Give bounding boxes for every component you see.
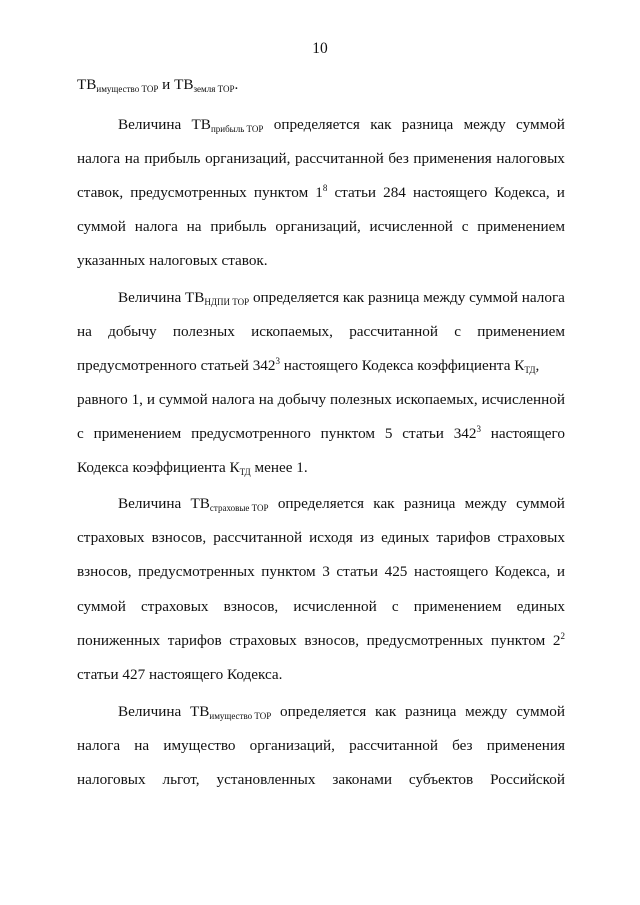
paragraph-line: указанных налоговых ставок. xyxy=(77,252,268,269)
carryover-line: $ТВ_{имущество ТОР}$ и $ТВ_{земля ТОР}$. xyxy=(77,76,239,94)
paragraph-line: ставок, предусмотренных пунктом $1^8$ статьи 284 настоящего Кодекса, и xyxy=(77,183,565,201)
paragraph-line: суммой страховых взносов, исчисленной с применением единых xyxy=(77,598,565,615)
paragraph-line: налога на прибыль организаций, рассчитанной без применения налоговых xyxy=(77,150,565,167)
paragraph-line: равного 1, и суммой налога на добычу полезных ископаемых, исчисленной xyxy=(77,391,565,408)
paragraph-line: взносов, предусмотренных пунктом 3 статьи 425 настоящего Кодекса, и xyxy=(77,563,565,580)
tb-term: ТВ xyxy=(77,76,97,93)
paragraph-line: Кодекса коэффициента $К_{ТД}$ менее 1. xyxy=(77,459,308,477)
paragraph-line: пониженных тарифов страховых взносов, предусмотренных пунктом $2^2$ xyxy=(77,631,565,649)
subscript: земля ТОР xyxy=(193,84,235,94)
subscript: имущество ТОР xyxy=(96,84,159,94)
paragraph-line: на добычу полезных ископаемых, рассчитанной с применением xyxy=(77,323,565,340)
conjunction: и xyxy=(162,76,171,93)
paragraph-line: суммой налога на прибыль организаций, исчисленной с применением xyxy=(77,218,565,235)
paragraph-line: с применением предусмотренного пунктом 5 статьи $342^3$ настоящего xyxy=(77,424,565,442)
paragraph-line: страховых взносов, рассчитанной исходя из единых тарифов страховых xyxy=(77,529,565,546)
page-number: 10 xyxy=(312,40,328,57)
paragraph-line: статьи 427 настоящего Кодекса. xyxy=(77,666,283,683)
paragraph-line: Величина $ТВ_{прибыль ТОР}$ определяется как разница между суммой xyxy=(118,116,565,134)
paragraph-line: Величина $ТВ_{имущество ТОР}$ определяется как разница между суммой xyxy=(118,703,565,721)
paragraph-line: Величина $ТВ_{страховые ТОР}$ определяется как разница между суммой xyxy=(118,495,565,513)
paragraph-line: предусмотренного статьей $342^3$ настоящего Кодекса коэффициента $К_{ТД}$, xyxy=(77,356,540,375)
paragraph-line: Величина $ТВ_{НДПИ ТОР}$ определяется как разница между суммой налога xyxy=(118,289,565,307)
paragraph-line: налоговых льгот, установленных законами субъектов Российской xyxy=(77,771,565,788)
paragraph-line: налога на имущество организаций, рассчитанной без применения xyxy=(77,737,565,754)
tb-term: ТВ xyxy=(174,76,194,93)
